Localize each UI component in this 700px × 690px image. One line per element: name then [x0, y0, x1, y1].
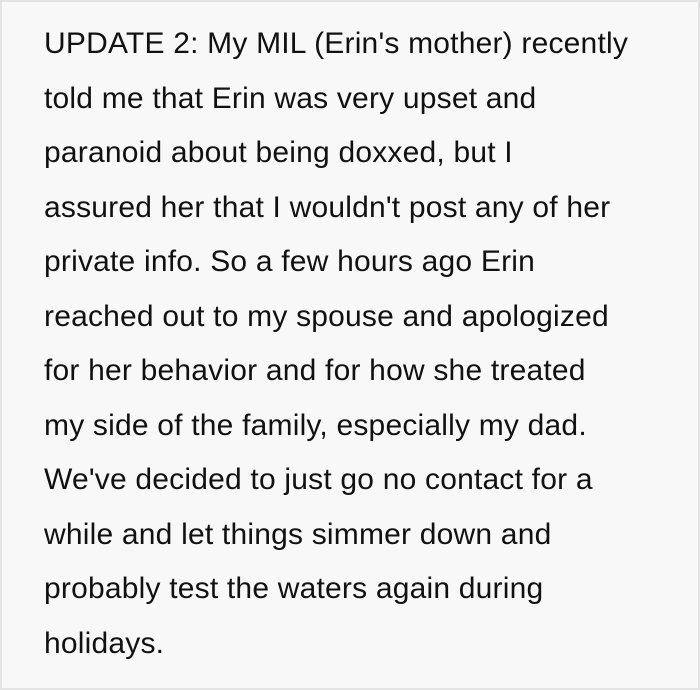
- text-line: We've decided to just go no contact for a: [44, 463, 593, 496]
- text-line: holidays.: [44, 626, 165, 660]
- text-line: private info. So a few hours ago Erin: [44, 245, 536, 278]
- text-line: UPDATE 2: My MIL (Erin's mother) recently: [44, 27, 629, 60]
- text-line: my side of the family, especially my dad.: [44, 408, 587, 442]
- post-text: [2, 2, 698, 671]
- text-line: for her behavior and for how she treated: [44, 354, 586, 387]
- text-line: reached out to my spouse and apologized: [44, 299, 609, 333]
- text-line: paranoid about being doxxed, but I: [44, 136, 513, 169]
- text-line: while and let things simmer down and: [44, 517, 552, 551]
- text-line: probably test the waters again during: [44, 572, 544, 605]
- text-line: assured her that I wouldn't post any of her: [44, 190, 611, 224]
- text-line: told me that Erin was very upset and: [44, 81, 537, 115]
